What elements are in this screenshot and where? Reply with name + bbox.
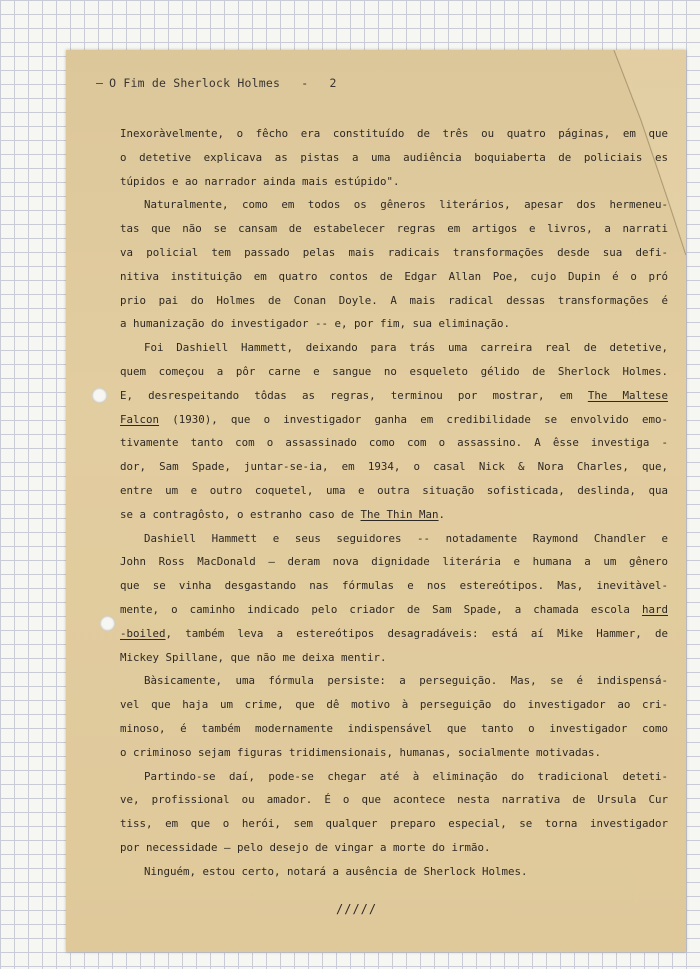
- punch-hole-bottom: [100, 616, 115, 631]
- end-mark: /////: [336, 902, 378, 916]
- text-line: [120, 479, 668, 503]
- text-line: [120, 312, 668, 336]
- text-segment: o detetive explicava as pistas a uma audiência boquiaberta de policiais es: [120, 150, 668, 164]
- text-segment: nitiva instituição em quatro contos de Edgar Allan Poe, cujo Dupin é o pró: [120, 269, 668, 283]
- underlined-title: Falcon: [120, 412, 160, 426]
- text-segment: tiss, em que o herói, sem qualquer preparo especial, se torna investigador: [120, 817, 668, 831]
- text-line: [120, 146, 668, 170]
- text-segment: Inexoràvelmente, o fêcho era constituído de três ou quatro páginas, em que: [120, 127, 668, 140]
- text-line: [120, 622, 668, 646]
- text-segment: o criminoso sejam figuras tridimensionais, humanas, socialmente motivadas.: [120, 745, 602, 759]
- header-separator: -: [301, 76, 309, 90]
- text-segment: tivamente tanto com o assassinado como com o assassino. A êsse investiga -: [120, 436, 668, 450]
- underlined-title: hard: [641, 602, 668, 616]
- text-segment: Partindo-se daí, pode-se chegar até à eliminação do tradicional deteti-: [144, 769, 668, 783]
- text-line: [120, 646, 668, 670]
- text-line: [120, 170, 668, 194]
- text-segment: mente, o caminho indicado pelo criador de Sam Spade, a chamada escola: [120, 602, 642, 616]
- text-line: [120, 408, 668, 432]
- underlined-title: The Maltese: [587, 388, 668, 402]
- text-segment: E, desrespeitando tôdas as regras, terminou por mostrar, em: [120, 388, 588, 402]
- text-segment: , também leva a estereótipos desagradáveis: está aí Mike Hammer, de: [165, 626, 668, 640]
- text-segment: túpidos e ao narrador ainda mais estúpido".: [120, 174, 400, 188]
- text-line: [120, 289, 668, 313]
- text-segment: .: [438, 507, 446, 521]
- text-line: [120, 598, 668, 622]
- text-line: [120, 741, 668, 765]
- text-segment: Naturalmente, como em todos os gêneros literários, apesar dos hermeneu-: [144, 198, 668, 212]
- text-segment: tas que não se cansam de estabelecer regras em artigos e livros, a narrati: [120, 222, 668, 236]
- text-segment: quem começou a pôr carne e sangue no esqueleto gélido de Sherlock Holmes.: [120, 364, 668, 378]
- text-line: [120, 860, 668, 884]
- text-line: [120, 431, 668, 455]
- text-segment: que se vinha desgastando nas fórmulas e nos estereótipos. Mas, inevitàvel-: [120, 579, 668, 593]
- text-line: [120, 265, 668, 289]
- text-segment: Foi Dashiell Hammett, deixando para trás uma carreira real de detetive,: [144, 341, 668, 355]
- text-segment: se a contragôsto, o estranho caso de: [120, 507, 361, 521]
- text-segment: a humanização do investigador -- e, por fim, sua eliminação.: [120, 317, 511, 331]
- header-dash: —: [96, 76, 104, 90]
- text-segment: vel que haja um crime, que dê motivo à perseguição do investigador ao cri-: [120, 698, 668, 712]
- text-line: [120, 336, 668, 360]
- text-line: [120, 765, 668, 789]
- text-line: [120, 693, 668, 717]
- text-segment: minoso, é também modernamente indispensável que tanto o investigador como: [120, 721, 668, 735]
- text-segment: por necessidade — pelo desejo de vingar a morte do irmão.: [120, 840, 491, 854]
- text-segment: (1930), que o investigador ganha em credibilidade se envolvido emo-: [159, 412, 668, 426]
- text-segment: Ninguém, estou certo, notará a ausência de Sherlock Holmes.: [144, 864, 528, 878]
- document-body: [120, 122, 668, 884]
- text-segment: ve, profissional ou amador. É o que acontece nesta narrativa de Ursula Cur: [120, 793, 668, 807]
- text-line: [120, 812, 668, 836]
- text-segment: dor, Sam Spade, juntar-se-ia, em 1934, o casal Nick & Nora Charles, que,: [120, 460, 668, 474]
- text-line: [120, 193, 668, 217]
- text-line: [120, 360, 668, 384]
- text-line: [120, 122, 668, 146]
- text-line: [120, 836, 668, 860]
- text-line: [120, 503, 668, 527]
- page-number: 2: [329, 76, 337, 90]
- typewritten-page: [66, 50, 686, 952]
- text-segment: John Ross MacDonald — deram nova dignidade literária e humana a um gênero: [120, 555, 668, 569]
- text-segment: entre um e outro coquetel, uma e outra situação sofisticada, deslinda, qua: [120, 483, 668, 497]
- text-line: [120, 384, 668, 408]
- text-line: [120, 788, 668, 812]
- text-line: [120, 574, 668, 598]
- text-segment: Bàsicamente, uma fórmula persiste: a perseguição. Mas, se é indispensá-: [144, 674, 668, 688]
- text-line: [120, 669, 668, 693]
- underlined-title: -boiled: [120, 626, 166, 640]
- text-segment: prio pai do Holmes de Conan Doyle. A mais radical dessas transformações é: [120, 293, 668, 307]
- text-segment: Mickey Spillane, que não me deixa mentir.: [120, 650, 387, 664]
- text-line: [120, 527, 668, 551]
- underlined-title: The Thin Man: [360, 507, 439, 521]
- text-segment: va policial tem passado pelas mais radicais transformações desde sua defi-: [120, 245, 668, 259]
- punch-hole-top: [92, 388, 107, 403]
- text-line: [120, 717, 668, 741]
- text-line: [120, 217, 668, 241]
- text-segment: Dashiell Hammett e seus seguidores -- notadamente Raymond Chandler e: [144, 531, 668, 545]
- header-title: O Fim de Sherlock Holmes: [109, 76, 281, 90]
- text-line: [120, 241, 668, 265]
- text-line: [120, 550, 668, 574]
- text-line: [120, 455, 668, 479]
- page-header: [96, 76, 337, 90]
